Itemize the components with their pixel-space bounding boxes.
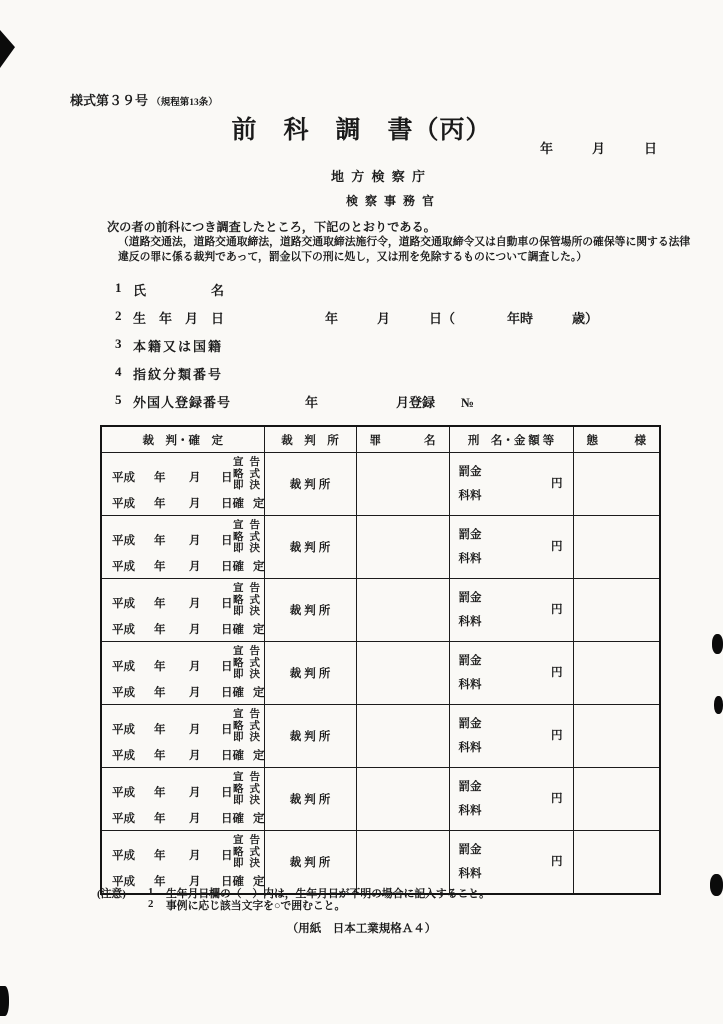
era-label: 平成 [112, 498, 135, 510]
col-header-court: 裁 判 所 [264, 426, 356, 453]
mode-cell [573, 705, 660, 768]
fine-label: 罰金 [458, 466, 482, 478]
option-immediate: 即 決 [233, 732, 260, 744]
confirm-label: 定 [253, 750, 265, 762]
option-immediate: 即 決 [233, 858, 260, 870]
date-line: 年 月 日 [540, 141, 658, 156]
record-table [100, 425, 661, 895]
year-label: 年 [154, 687, 166, 699]
era-label: 平成 [112, 561, 135, 573]
month-label: 月 [189, 750, 201, 762]
mode-cell [573, 579, 660, 642]
option-sentence: 宣 告 [233, 520, 260, 531]
year-label: 年 [154, 661, 166, 673]
judgment-cell [101, 642, 264, 705]
petty-fine-label: 科料 [458, 742, 482, 754]
month-label: 月 [189, 787, 201, 799]
procedure-options [233, 457, 260, 492]
form-number-text: 様式第３９号 [70, 93, 149, 108]
era-label: 平成 [112, 624, 135, 636]
procedure-options [233, 772, 260, 807]
option-summary: 略 式 [233, 783, 260, 795]
field-birthdate-row [0, 308, 723, 326]
col-header-penalty: 刑 名・金 額 等 [449, 426, 573, 453]
field-name-row [0, 280, 723, 298]
era-label: 平成 [112, 813, 135, 825]
field-value: 年 月登録 № [305, 395, 475, 410]
court-label: 裁判所 [289, 479, 334, 491]
mode-cell [573, 768, 660, 831]
era-label: 平成 [112, 472, 135, 484]
court-cell [264, 453, 356, 516]
field-alien-registration-row [0, 392, 723, 410]
intro-note-line2: 違反の罪に係る裁判であって，罰金以下の刑に処し，又は刑を免除するものについて調査した。） [118, 251, 588, 263]
procedure-options [233, 709, 260, 744]
penalty-cell [449, 705, 573, 768]
yen-label: 円 [551, 730, 563, 742]
month-label: 月 [189, 876, 201, 888]
year-label: 年 [154, 598, 166, 610]
confirm-label: 定 [253, 876, 265, 888]
option-immediate: 即 決 [233, 669, 260, 681]
field-label: 外国人登録番号 [133, 395, 232, 410]
notes-label: (注意) [97, 888, 126, 900]
intro-note-line1: （道路交通法，道路交通取締法，道路交通取締法施行令，道路交通取締令又は自動車の保管場所の確保等に関する法律 [118, 236, 691, 248]
petty-fine-label: 科料 [458, 805, 482, 817]
confirm-label: 定 [253, 624, 265, 636]
day-label: 日 [221, 850, 233, 862]
yen-label: 円 [551, 478, 563, 490]
table-row [101, 516, 660, 579]
petty-fine-label: 科料 [458, 490, 482, 502]
court-label: 裁判所 [289, 668, 334, 680]
era-label: 平成 [112, 598, 135, 610]
offense-header-first: 罪 [369, 434, 381, 447]
judgment-cell [101, 768, 264, 831]
field-fingerprint-row [0, 364, 723, 382]
year-label: 年 [154, 472, 166, 484]
year-label: 年 [154, 535, 166, 547]
court-label: 裁判所 [289, 794, 334, 806]
option-summary: 略 式 [233, 846, 260, 858]
yen-label: 円 [551, 604, 563, 616]
procedure-options [233, 583, 260, 618]
note2-number: 2 [148, 898, 154, 910]
court-cell [264, 768, 356, 831]
fine-label: 罰金 [458, 655, 482, 667]
scan-artifact [0, 986, 9, 1016]
mode-header-first: 態 [586, 434, 598, 447]
year-label: 年 [154, 876, 166, 888]
confirm-day-label: 日確 [221, 561, 244, 573]
option-immediate: 即 決 [233, 543, 260, 555]
col-header-judgment: 裁 判・確 定 [101, 426, 264, 453]
month-label: 月 [189, 472, 201, 484]
scan-artifact [714, 696, 723, 714]
day-label: 日 [221, 724, 233, 736]
month-label: 月 [189, 687, 201, 699]
court-cell [264, 705, 356, 768]
table-row [101, 705, 660, 768]
month-label: 月 [189, 813, 201, 825]
form-number-note: （規程第13条） [151, 98, 218, 108]
prosecutors-assistant-officer-label: 検 察 事 務 官 [346, 194, 437, 208]
penalty-cell [449, 516, 573, 579]
option-sentence: 宣 告 [233, 835, 260, 846]
col-header-offense [356, 426, 449, 453]
field-label: 本籍又は国籍 [133, 339, 224, 354]
district-prosecutors-office-label: 地 方 検 察 庁 [331, 169, 428, 184]
option-summary: 略 式 [233, 531, 260, 543]
mode-cell [573, 453, 660, 516]
table-row [101, 831, 660, 895]
month-label: 月 [189, 850, 201, 862]
confirm-day-label: 日確 [221, 687, 244, 699]
year-label: 年 [154, 750, 166, 762]
field-number: 2 [115, 308, 122, 323]
month-label: 月 [189, 498, 201, 510]
year-label: 年 [154, 498, 166, 510]
option-summary: 略 式 [233, 468, 260, 480]
field-value: 年 月 日（ 年時 歳） [325, 311, 599, 326]
option-sentence: 宣 告 [233, 772, 260, 783]
petty-fine-label: 科料 [458, 553, 482, 565]
fine-label: 罰金 [458, 592, 482, 604]
offense-cell [356, 831, 449, 895]
option-sentence: 宣 告 [233, 709, 260, 720]
penalty-cell [449, 579, 573, 642]
offense-header-last: 名 [424, 434, 436, 447]
fine-label: 罰金 [458, 781, 482, 793]
era-label: 平成 [112, 661, 135, 673]
option-sentence: 宣 告 [233, 457, 260, 468]
mode-cell [573, 516, 660, 579]
intro-text: 次の者の前科につき調査したところ，下記のとおりである。 [107, 220, 436, 234]
field-number: 3 [115, 336, 122, 351]
note2-text: 事例に応じ該当文字を○で囲むこと。 [166, 900, 346, 912]
field-domicile-row [0, 336, 723, 354]
judgment-cell [101, 579, 264, 642]
field-number: 4 [115, 364, 122, 379]
era-label: 平成 [112, 787, 135, 799]
year-label: 年 [154, 724, 166, 736]
penalty-cell [449, 642, 573, 705]
note1-text: 生年月日欄の（ ）内は，生年月日が不明の場合に記入すること。 [166, 888, 490, 900]
offense-cell [356, 705, 449, 768]
form-number [70, 90, 218, 109]
confirm-label: 定 [253, 813, 265, 825]
month-label: 月 [189, 598, 201, 610]
court-cell [264, 579, 356, 642]
confirm-day-label: 日確 [221, 624, 244, 636]
day-label: 日 [221, 661, 233, 673]
option-summary: 略 式 [233, 657, 260, 669]
field-label: 氏 名 [133, 283, 225, 298]
option-summary: 略 式 [233, 594, 260, 606]
mode-cell [573, 831, 660, 895]
petty-fine-label: 科料 [458, 679, 482, 691]
option-summary: 略 式 [233, 720, 260, 732]
paper-size-note: （用紙 日本工業規格Ａ４） [286, 923, 437, 935]
mode-header-last: 様 [634, 434, 646, 447]
month-label: 月 [189, 561, 201, 573]
confirm-day-label: 日確 [221, 498, 244, 510]
page-title: 前 科 調 書（丙） [231, 117, 492, 144]
option-immediate: 即 決 [233, 795, 260, 807]
court-cell [264, 642, 356, 705]
judgment-cell [101, 453, 264, 516]
scan-artifact [712, 634, 723, 654]
confirm-day-label: 日確 [221, 876, 244, 888]
day-label: 日 [221, 598, 233, 610]
procedure-options [233, 520, 260, 555]
field-label: 生 年 月 日 [133, 311, 225, 326]
day-label: 日 [221, 787, 233, 799]
year-label: 年 [154, 813, 166, 825]
offense-cell [356, 516, 449, 579]
era-label: 平成 [112, 535, 135, 547]
month-label: 月 [189, 661, 201, 673]
col-header-mode [573, 426, 660, 453]
month-label: 月 [189, 624, 201, 636]
court-cell [264, 831, 356, 895]
offense-cell [356, 579, 449, 642]
field-number: 1 [115, 280, 122, 295]
day-label: 日 [221, 535, 233, 547]
table-row [101, 453, 660, 516]
yen-label: 円 [551, 793, 563, 805]
yen-label: 円 [551, 541, 563, 553]
month-label: 月 [189, 535, 201, 547]
offense-cell [356, 768, 449, 831]
petty-fine-label: 科料 [458, 868, 482, 880]
confirm-label: 定 [253, 561, 265, 573]
fine-label: 罰金 [458, 529, 482, 541]
table-row [101, 579, 660, 642]
confirm-day-label: 日確 [221, 813, 244, 825]
procedure-options [233, 646, 260, 681]
penalty-cell [449, 768, 573, 831]
judgment-cell [101, 705, 264, 768]
scan-artifact [710, 874, 723, 896]
court-label: 裁判所 [289, 731, 334, 743]
table-row [101, 768, 660, 831]
era-label: 平成 [112, 724, 135, 736]
court-label: 裁判所 [289, 857, 334, 869]
judgment-cell [101, 516, 264, 579]
yen-label: 円 [551, 856, 563, 868]
confirm-label: 定 [253, 498, 265, 510]
court-label: 裁判所 [289, 605, 334, 617]
year-label: 年 [154, 561, 166, 573]
procedure-options [233, 835, 260, 870]
table-header-row [101, 426, 660, 453]
intro-note [118, 235, 691, 265]
scan-artifact [0, 30, 15, 68]
petty-fine-label: 科料 [458, 616, 482, 628]
month-label: 月 [189, 724, 201, 736]
mode-cell [573, 642, 660, 705]
note1-number: 1 [148, 886, 154, 898]
option-sentence: 宣 告 [233, 646, 260, 657]
era-label: 平成 [112, 750, 135, 762]
offense-cell [356, 453, 449, 516]
year-label: 年 [154, 624, 166, 636]
yen-label: 円 [551, 667, 563, 679]
penalty-cell [449, 453, 573, 516]
field-label: 指紋分類番号 [133, 367, 224, 382]
option-immediate: 即 決 [233, 480, 260, 492]
confirm-day-label: 日確 [221, 750, 244, 762]
era-label: 平成 [112, 876, 135, 888]
fine-label: 罰金 [458, 718, 482, 730]
day-label: 日 [221, 472, 233, 484]
penalty-cell [449, 831, 573, 895]
era-label: 平成 [112, 850, 135, 862]
confirm-label: 定 [253, 687, 265, 699]
offense-cell [356, 642, 449, 705]
year-label: 年 [154, 850, 166, 862]
court-cell [264, 516, 356, 579]
judgment-cell [101, 831, 264, 895]
era-label: 平成 [112, 687, 135, 699]
field-number: 5 [115, 392, 122, 407]
option-immediate: 即 決 [233, 606, 260, 618]
year-label: 年 [154, 787, 166, 799]
court-label: 裁判所 [289, 542, 334, 554]
fine-label: 罰金 [458, 844, 482, 856]
table-row [101, 642, 660, 705]
option-sentence: 宣 告 [233, 583, 260, 594]
